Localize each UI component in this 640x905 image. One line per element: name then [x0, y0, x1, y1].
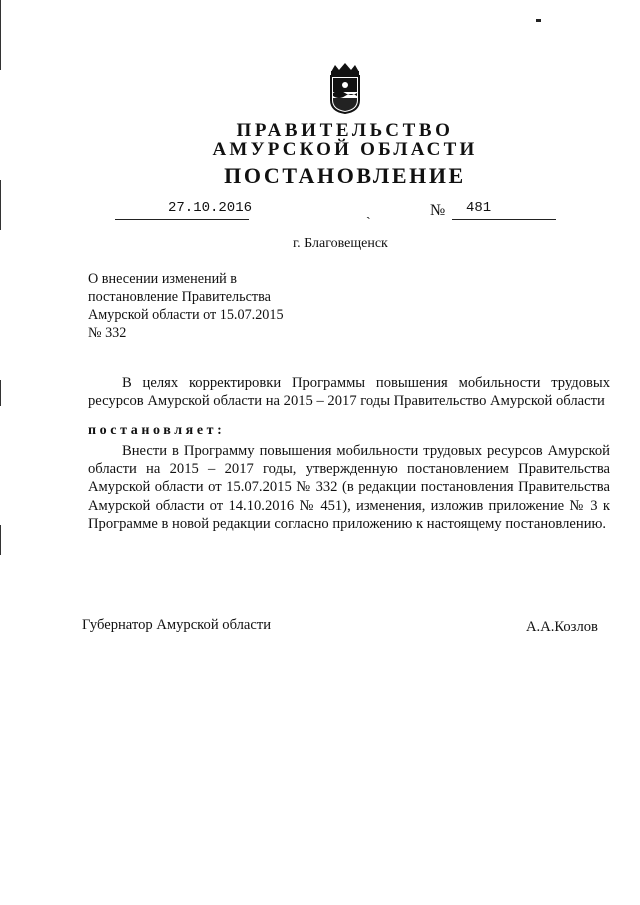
decree-paragraph: Внести в Программу повышения мобильности трудовых ресурсов Амурской области на 2015 – 2017 годы, утвержденную постановлением Правительства Амурской области от 15.07.2015 № 332 (в редакции постановления Правительства Амурской области от 14.10.2016 № 451), изменения, изложив приложение № 3 к Программе в новой редакции согласно приложению к настоящему постановлению. [88, 443, 610, 532]
scan-tick: ˎ [366, 205, 371, 220]
number-label: № [430, 202, 446, 219]
city: г. Благовещенск [293, 236, 388, 251]
date-underline [115, 219, 249, 220]
document-number: 481 [466, 200, 492, 216]
subject-line: постановление Правительства [88, 289, 271, 305]
number-underline [452, 219, 556, 220]
document-date: 27.10.2016 [168, 200, 253, 216]
subject-line: О внесении изменений в [88, 271, 238, 287]
signatory-name: А.А.Козлов [526, 619, 598, 635]
coat-of-arms-icon [327, 62, 363, 114]
scan-edge-mark [0, 525, 1, 555]
org-name-line2: АМУРСКОЙ ОБЛАСТИ [212, 139, 478, 160]
subject-block [88, 270, 284, 342]
scan-edge-mark [0, 380, 1, 406]
subject-line: Амурской области от 15.07.2015 [88, 307, 284, 323]
scan-edge-mark [0, 0, 1, 70]
preamble-paragraph: В целях корректировки Программы повышения мобильности трудовых ресурсов Амурской области на 2015 – 2017 годы Правительство Амурской области [88, 375, 610, 410]
signatory-position: Губернатор Амурской области [82, 617, 272, 633]
scan-speck [536, 19, 541, 22]
document-type: ПОСТАНОВЛЕНИЕ [224, 163, 466, 188]
decree-word: постановляет: [88, 423, 226, 438]
org-name-line1: ПРАВИТЕЛЬСТВО [236, 120, 454, 141]
subject-line: № 332 [88, 325, 127, 341]
